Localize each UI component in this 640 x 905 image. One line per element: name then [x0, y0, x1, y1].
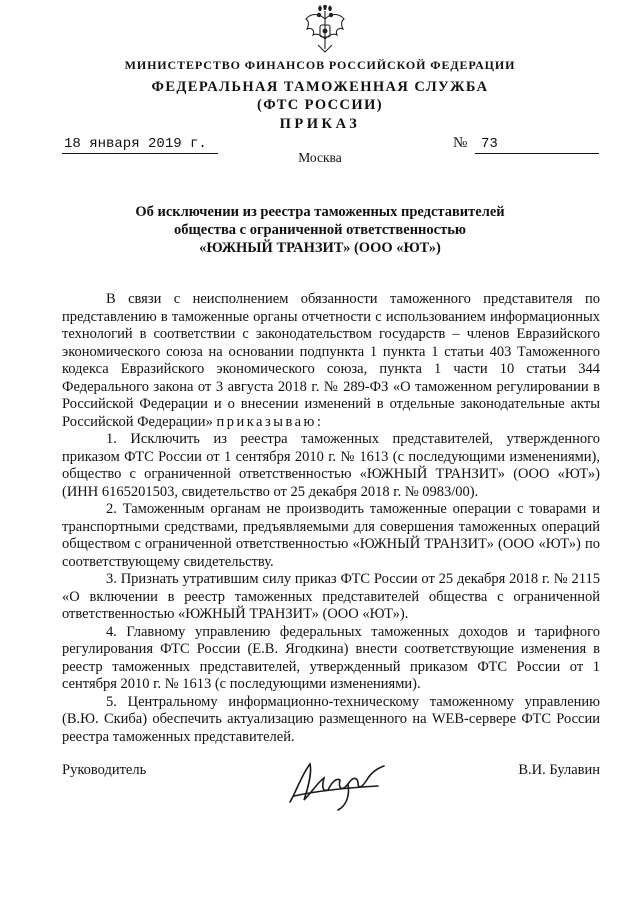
signatory-name: В.И. Булавин	[518, 762, 600, 778]
signatory-role: Руководитель	[62, 762, 147, 778]
title-line-3: «ЮЖНЫЙ ТРАНЗИТ» (ООО «ЮТ»)	[199, 240, 441, 256]
order-item-2: 2. Таможенным органам не производить таможенные операции с товарами и транспортными средствами, предъявляемыми для совершения таможенных операций обществом с ограниченной ответственностью «ЮЖНЫЙ ТРАНЗИТ» (ООО «ЮТ») по соответствующему свидетельству.	[62, 501, 600, 570]
service-short-name: (ФТС РОССИИ)	[256, 97, 384, 113]
number-sign: №	[453, 135, 468, 151]
coat-of-arms-icon	[303, 5, 347, 55]
ministry-name: МИНИСТЕРСТВО ФИНАНСОВ РОССИЙСКОЙ ФЕДЕРАЦИИ	[124, 58, 516, 72]
order-word: приказываю:	[216, 413, 324, 430]
order-item-5: 5. Центральному информационно-техническому таможенному управлению (В.Ю. Скиба) обеспечить актуализацию размещенного на WEB-сервере ФТС России реестра таможенных представителей.	[62, 693, 600, 745]
order-item-1: 1. Исключить из реестра таможенных представителей, утвержденного приказом ФТС России от 1 сентября 2010 г. № 1613 (с последующими изменениями), общество с ограниченной ответственностью «ЮЖНЫЙ ТРАНЗИТ» (ООО «ЮТ») (ИНН 6165201503, свидетельство от 25 декабря 2018 г. № 0983/00).	[62, 431, 600, 500]
title-line-2: общества с ограниченной ответственностью	[174, 222, 466, 238]
city: Москва	[298, 150, 342, 165]
handwritten-signature	[282, 752, 392, 812]
service-name: ФЕДЕРАЛЬНАЯ ТАМОЖЕННАЯ СЛУЖБА	[151, 79, 489, 95]
order-date: 18 января 2019 г.	[64, 136, 207, 152]
preamble-text: В связи с неисполнением обязанности таможенного представителя по представлению в таможенные органы отчетности с использованием информационных технологий в соответствии с законодательством государств – членов Евразийского экономического союза на основании подпункта 1 пункта 1 статьи 403 Таможенного кодекса Евразийского экономического союза, пункта 1 части 10 статьи 344 Федерального закона от 3 августа 2018 г. № 289-ФЗ «О таможенном регулировании в Российской Федерации и о внесении изменений в отдельные законодательные акты Российской Федерации»	[62, 291, 600, 430]
title-line-1: Об исключении из реестра таможенных представителей	[135, 204, 505, 220]
preamble-paragraph	[62, 291, 600, 431]
order-item-3: 3. Признать утратившим силу приказ ФТС России от 25 декабря 2018 г. № 2115 «О включении в реестр таможенных представителей общества с ограниченной ответственностью «ЮЖНЫЙ ТРАНЗИТ» (ООО «ЮТ»).	[62, 571, 600, 622]
order-number: 73	[481, 136, 498, 152]
order-item-4: 4. Главному управлению федеральных таможенных доходов и тарифного регулирования ФТС России (Е.В. Ягодкина) внести соответствующие изменения в реестр таможенных представителей, утвержденный приказом ФТС России от 1 сентября 2010 г. № 1613 (с последующими изменениями).	[62, 623, 600, 692]
document-type: ПРИКАЗ	[279, 116, 361, 132]
order-body	[62, 291, 600, 746]
